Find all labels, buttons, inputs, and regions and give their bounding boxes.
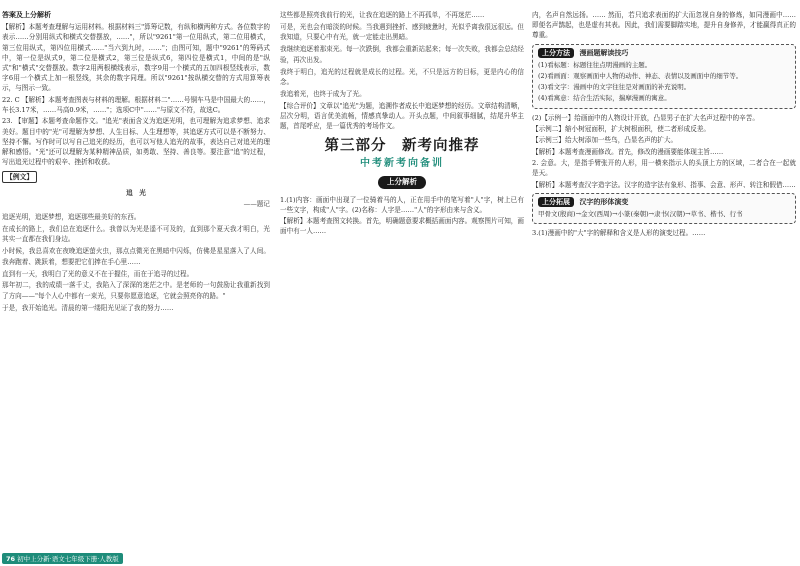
answer-3: 3.(1)漫画中的"大"字的解释和含义是人形的演变过程。…… [532, 229, 706, 238]
answer-line: 【示例二】缩小树冠面积，扩大树根面积，使二者形成反差。 [532, 124, 711, 133]
answer-line: 【解析】本题考查漫画修改。首先，修改的漫画要能体现主旨…… [532, 147, 724, 156]
essay-line: 于是，我开始追光。清晨的第一缕阳光见证了我的努力…… [2, 303, 174, 312]
book-label: 初中上分新·语文七年级下册·人教版 [17, 555, 119, 563]
example-label: 【例文】 [2, 171, 37, 183]
essay-line: 我继续追逐着那束光。每一次跌倒，我都会重新站起来；每一次失败，我都会总结经验，再次出发。 [280, 45, 524, 64]
essay-line: 小时候，我总喜欢在夜晚追逐萤火虫，那点点微光在黑暗中闪烁，仿佛是星星落入了人间。我奔跑着、跳跃着，想要把它们捧在手心里…… [2, 247, 270, 266]
method-line: (2)看画面：观察画面中人物的动作、神态、表情以及画面中的细节等。 [538, 72, 743, 80]
method-line: (1)看标题：标题往往点明漫画的主题。 [538, 60, 652, 69]
answer-continued: 内，名声自然远扬。…… 然而，若只追求表面的扩大而忽视自身的修炼，如同漫画中……即便名声鹊起，也是虚有其表。因此，我们需要脚踏实地，提升自身修养，才能赢得真正的尊重。 [532, 11, 796, 40]
essay-title: 追 光 [126, 188, 146, 197]
column-right [532, 10, 796, 558]
essay-line: 直到有一天，我明白了光的意义不在于握住，而在于追寻的过程。 [2, 269, 194, 278]
page-number: 76 [6, 555, 16, 563]
analysis-badge: 上分解析 [378, 176, 426, 188]
expand-line: 甲骨文(殷商)→金文(西周)→小篆(秦朝)→隶书(汉朝)→草书、楷书、行书 [538, 210, 743, 219]
part-subtitle: 中考新考向备训 [360, 158, 444, 170]
essay-line: 在成长的路上，我们总在追逐什么。我曾以为光是遥不可及的，直到那个夏天我才明白，光其实一直都在我们身边。 [2, 224, 270, 244]
answer-22: 22. C 【解析】本题考查图表与材料的理解。根据材料二"……号铜车马是中国最大的……，车长3.17米，……马高0.9米，……"；选项C中"……"与原文不符，故选C。 [2, 95, 270, 115]
answer-line: 【示例三】给大树添加一些鸟，凸显名声的扩大。 [532, 136, 678, 145]
answer-23: 23. 【审题】本题考查命题作文。"追光"表面含义为追逐光明，也可理解为追求梦想、追求美好。题目中的"光"可理解为梦想、人生目标、人生理想等，其追逐方式可以是不断努力、坚持不懈。写作时可以写自己追光的经历，也可以写他人追光的故事，表达自己对追光的理解和感悟。"光"还可以理解为某种精神品质，如勇敢、坚持、善良等。要注意"追"的过程，写出追光过程中的艰辛、挫折和收获。 [2, 117, 270, 167]
section-banner [280, 137, 524, 192]
essay-line: 我追着光，也终于成为了光。 [280, 89, 366, 98]
answer-1: 1.(1)内容：画面中出现了一位骑着马的人，正在用手中的笔写着"人"字，树上已有一些文字，构成"人"字。(2)名称：人字是……"人"的字形由来与含义。 [280, 195, 524, 214]
expand-pill: 上分拓展 [538, 197, 574, 207]
expand-header [538, 197, 790, 207]
answer-line: (2)【示例一】给画面中的人物设计开放，凸显男子在扩大名声过程中的辛苦。 [532, 113, 759, 122]
answer-line: 【解析】本题考查汉字造字法。汉字的造字法有象形、指事、会意、形声、转注和假借…… [532, 180, 796, 189]
part-title: 第三部分 新考向推荐 [324, 138, 480, 155]
method-pill: 上分方法 [538, 48, 574, 58]
method-header [538, 48, 790, 58]
page-footer [2, 553, 123, 564]
essay-comment: 【综合评价】文章以"追光"为题，追溯作者成长中追逐梦想的经历。文章结构清晰，层次分明，语言优美流畅，情感真挚动人。开头点题，中间叙事细腻，结尾升华主题，首尾呼应，是一篇优秀的考场作文。 [280, 101, 524, 131]
header-tag: 答案及上分解析 [2, 11, 51, 19]
method-box [532, 44, 796, 109]
essay-line: 这些都是照亮我前行的光，让我在追逐的路上不再孤单，不再迷茫…… [280, 11, 485, 19]
expand-title: 汉字的形体演变 [579, 197, 629, 206]
essay-line: 追逐光明，追逐梦想，追逐那些最美好的东西。 [2, 213, 141, 221]
essay-subtitle: ——题记 [243, 200, 270, 209]
answer-line: 2. 会意。大，是指手臂张开的人形，用一横来指示人的头顶上方的区域，二者合在一起就是天。 [532, 159, 796, 178]
method-line: (3)看文字：漫画中的文字往往是对画面的补充说明。 [538, 83, 691, 92]
method-line: (4)看寓意：结合生活实际，揣摩漫画的寓意。 [538, 94, 671, 103]
answer-21-analysis: 【解析】本题考查理解与运用材料。根据材料三"算筹记数，有纵和横两种方式。各位数字的表示……分别用纵式和横式交替摆放，……"，所以"9261"第一位用纵式，第二位用横式，第三位用纵式，第四位用横式……"当六到九时，……"；由图可知，题中"9261"的筹码式中，第一位是纵式9，第二位是横式2，第三位是纵式6，第四位是横式1，中间的是"纵式"和"横式"交替摆放。数字2用两根横线表示，数字9用一个横式的五加四根竖线表示，数字6用一个横式上加一根竖线，其余的数字同理。所以"9261"按纵横交替的方式用算筹表示，与图示一致。 [2, 23, 270, 93]
essay-line: 那年初二，我的成绩一落千丈，我陷入了深深的迷茫之中。是老师的一句鼓励让我重新找到了方向——"每个人心中都有一束光，只要你愿意追逐，它就会照亮你的路。" [2, 281, 270, 300]
answer-1-analysis: 【解析】本题考查图文转换。首先，明确题意要求概括画面内容。观察图片可知，画面中有一人…… [280, 217, 524, 236]
essay-line: 可是，光也会有暗淡的时候。当我遇到挫折、感到疲惫时，光似乎离我很远很远。但我知道，只要心中有光，就一定能走出黑暗。 [280, 22, 524, 42]
column-left [2, 10, 270, 558]
essay-line: 我终于明白，追光的过程就是成长的过程。光，不只是远方的目标，更是内心的信念。 [280, 67, 524, 87]
expand-box [532, 193, 796, 224]
column-middle [280, 10, 524, 558]
method-title: 漫画题解读技巧 [579, 48, 629, 57]
